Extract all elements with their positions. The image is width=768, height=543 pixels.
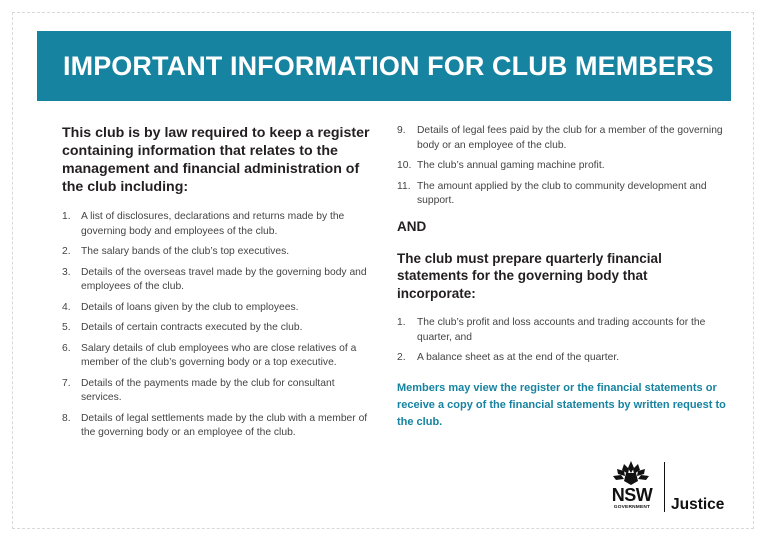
item-text: Salary details of club employees who are close relatives of a member of the club’s governing body or a top executive.: [81, 342, 357, 368]
list-item: [397, 159, 727, 174]
list-item: [62, 266, 378, 295]
item-number: 11.: [397, 180, 411, 192]
item-number: 1.: [62, 211, 71, 222]
list-item: [397, 316, 727, 345]
item-text: A balance sheet as at the end of the quarter.: [417, 352, 620, 363]
members-notice: Members may view the register or the financial statements or receive a copy of the financial statements by written request to the club.: [397, 381, 726, 428]
item-text: Details of loans given by the club to employees.: [81, 301, 299, 313]
item-text: Details of legal settlements made by the club with a member of the governing body or an employee of the club.: [81, 412, 368, 438]
list-item: [62, 342, 378, 371]
item-number: 3.: [62, 266, 71, 278]
item-number: 4.: [62, 301, 71, 313]
list-item: [397, 180, 727, 209]
list-item: [397, 124, 727, 153]
item-text: The club’s profit and loss accounts and trading accounts for the quarter, and: [417, 317, 706, 343]
item-text: Details of the payments made by the club for consultant services.: [81, 377, 335, 403]
list-item: [62, 321, 378, 336]
item-number: 1.: [397, 317, 406, 328]
justice-wordmark: Justice: [671, 496, 725, 513]
item-text: Details of certain contracts executed by the club.: [81, 322, 303, 333]
item-text: The salary bands of the club’s top executives.: [81, 246, 290, 257]
and-heading: AND: [397, 218, 427, 234]
item-number: 2.: [62, 246, 71, 257]
list-item: [397, 351, 727, 366]
nsw-wordmark: NSW: [611, 485, 653, 505]
list-item: [62, 245, 378, 260]
list-item: [62, 210, 378, 239]
item-number: 6.: [62, 342, 71, 354]
nsw-justice-logo: [607, 460, 725, 516]
item-number: 2.: [397, 352, 406, 363]
item-number: 5.: [62, 322, 71, 333]
item-number: 10.: [397, 160, 412, 171]
item-text: The club’s annual gaming machine profit.: [417, 160, 605, 171]
item-number: 7.: [62, 377, 71, 389]
item-number: 8.: [62, 412, 71, 424]
list-item: [62, 301, 378, 316]
waratah-icon: [607, 460, 655, 486]
government-wordmark: GOVERNMENT: [613, 505, 651, 510]
register-list-continued: [397, 124, 727, 209]
page-title: IMPORTANT INFORMATION FOR CLUB MEMBERS: [63, 50, 714, 81]
title-banner: [37, 31, 731, 101]
item-text: The amount applied by the club to community development and support.: [417, 180, 707, 206]
left-column: [62, 124, 378, 447]
item-text: Details of legal fees paid by the club for a member of the governing body or an employee of the club.: [417, 125, 723, 151]
right-column: [397, 124, 727, 431]
logo-divider: [664, 462, 665, 512]
item-number: 9.: [397, 125, 406, 136]
list-item: [62, 377, 378, 406]
register-intro: This club is by law required to keep a register containing information that relates to the management and financial administration of the club including:: [62, 125, 370, 195]
item-text: Details of the overseas travel made by the governing body and employees of the club.: [81, 266, 367, 292]
statements-list: [397, 316, 727, 366]
register-list: [62, 210, 378, 441]
statements-intro: The club must prepare quarterly financial statements for the governing body that incorporate:: [397, 250, 662, 301]
list-item: [62, 412, 378, 441]
item-text: A list of disclosures, declarations and returns made by the governing body and employees of the club.: [81, 211, 345, 237]
